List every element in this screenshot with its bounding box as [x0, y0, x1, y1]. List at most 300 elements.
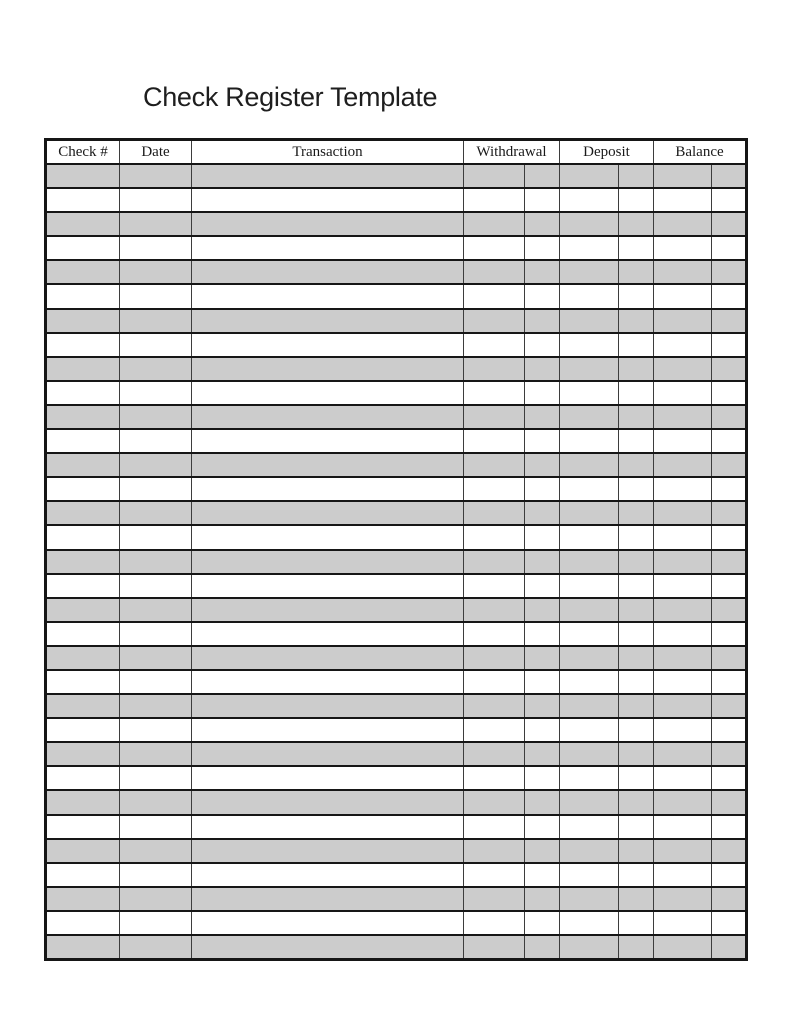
register-cell	[560, 525, 619, 549]
register-cell	[464, 453, 525, 477]
col-header-date: Date	[120, 140, 192, 165]
register-cell	[560, 284, 619, 308]
register-cell	[525, 742, 560, 766]
register-cell	[120, 501, 192, 525]
register-cell	[619, 477, 654, 501]
register-cell	[712, 260, 747, 284]
register-cell	[525, 501, 560, 525]
register-cell	[712, 766, 747, 790]
register-row	[46, 477, 747, 501]
register-cell	[654, 164, 712, 188]
register-cell	[619, 694, 654, 718]
register-cell	[560, 550, 619, 574]
register-cell	[120, 429, 192, 453]
register-cell	[654, 646, 712, 670]
register-cell	[654, 188, 712, 212]
register-cell	[619, 212, 654, 236]
register-cell	[712, 309, 747, 333]
register-cell	[192, 501, 464, 525]
register-cell	[46, 935, 120, 960]
register-cell	[712, 574, 747, 598]
register-cell	[525, 550, 560, 574]
register-cell	[464, 236, 525, 260]
register-cell	[560, 260, 619, 284]
register-cell	[619, 670, 654, 694]
register-cell	[560, 381, 619, 405]
register-cell	[464, 212, 525, 236]
col-header-deposit: Deposit	[560, 140, 654, 165]
register-cell	[712, 333, 747, 357]
register-cell	[654, 839, 712, 863]
register-cell	[560, 574, 619, 598]
register-cell	[525, 646, 560, 670]
register-cell	[654, 574, 712, 598]
register-cell	[46, 766, 120, 790]
register-cell	[525, 598, 560, 622]
register-cell	[712, 236, 747, 260]
register-cell	[192, 309, 464, 333]
register-cell	[654, 935, 712, 960]
register-cell	[619, 284, 654, 308]
register-cell	[525, 405, 560, 429]
col-header-balance: Balance	[654, 140, 747, 165]
col-header-check-number: Check #	[46, 140, 120, 165]
register-cell	[46, 405, 120, 429]
register-cell	[560, 622, 619, 646]
register-cell	[46, 622, 120, 646]
register-cell	[464, 839, 525, 863]
register-cell	[120, 911, 192, 935]
register-cell	[464, 742, 525, 766]
register-cell	[192, 646, 464, 670]
register-cell	[46, 574, 120, 598]
register-cell	[619, 622, 654, 646]
register-cell	[560, 429, 619, 453]
register-cell	[619, 405, 654, 429]
register-cell	[464, 333, 525, 357]
register-cell	[464, 766, 525, 790]
register-row	[46, 622, 747, 646]
register-cell	[46, 598, 120, 622]
register-cell	[560, 790, 619, 814]
register-cell	[192, 694, 464, 718]
register-cell	[46, 911, 120, 935]
register-cell	[712, 188, 747, 212]
register-cell	[464, 357, 525, 381]
register-cell	[654, 309, 712, 333]
register-cell	[120, 405, 192, 429]
register-cell	[120, 574, 192, 598]
register-cell	[192, 164, 464, 188]
register-cell	[654, 453, 712, 477]
register-cell	[525, 935, 560, 960]
register-cell	[192, 357, 464, 381]
register-row	[46, 887, 747, 911]
register-row	[46, 911, 747, 935]
register-cell	[525, 839, 560, 863]
register-cell	[712, 477, 747, 501]
register-cell	[712, 622, 747, 646]
register-cell	[712, 453, 747, 477]
register-cell	[619, 357, 654, 381]
register-cell	[120, 935, 192, 960]
register-cell	[120, 839, 192, 863]
register-cell	[525, 260, 560, 284]
register-cell	[654, 550, 712, 574]
register-cell	[525, 718, 560, 742]
register-cell	[712, 815, 747, 839]
register-cell	[712, 381, 747, 405]
register-cell	[46, 164, 120, 188]
register-cell	[192, 839, 464, 863]
register-cell	[192, 284, 464, 308]
register-cell	[46, 284, 120, 308]
register-cell	[525, 164, 560, 188]
register-cell	[120, 260, 192, 284]
register-cell	[46, 550, 120, 574]
register-cell	[560, 863, 619, 887]
register-cell	[192, 742, 464, 766]
register-cell	[46, 525, 120, 549]
register-cell	[560, 646, 619, 670]
register-cell	[525, 212, 560, 236]
register-cell	[46, 815, 120, 839]
register-row	[46, 550, 747, 574]
register-cell	[560, 309, 619, 333]
register-cell	[525, 863, 560, 887]
register-cell	[464, 622, 525, 646]
register-cell	[525, 284, 560, 308]
register-cell	[712, 887, 747, 911]
register-cell	[464, 815, 525, 839]
register-cell	[192, 766, 464, 790]
register-row	[46, 935, 747, 960]
register-cell	[525, 381, 560, 405]
register-cell	[654, 477, 712, 501]
register-cell	[192, 598, 464, 622]
register-cell	[712, 646, 747, 670]
register-cell	[712, 550, 747, 574]
register-row	[46, 863, 747, 887]
register-cell	[120, 381, 192, 405]
register-cell	[560, 694, 619, 718]
register-cell	[525, 188, 560, 212]
register-row	[46, 333, 747, 357]
register-cell	[192, 670, 464, 694]
register-row	[46, 260, 747, 284]
register-cell	[120, 598, 192, 622]
register-cell	[120, 188, 192, 212]
register-row	[46, 646, 747, 670]
register-cell	[120, 357, 192, 381]
register-cell	[120, 887, 192, 911]
register-row	[46, 381, 747, 405]
register-cell	[619, 236, 654, 260]
register-cell	[712, 863, 747, 887]
register-cell	[712, 357, 747, 381]
register-cell	[619, 188, 654, 212]
register-cell	[464, 670, 525, 694]
register-cell	[560, 333, 619, 357]
register-cell	[464, 790, 525, 814]
register-cell	[525, 622, 560, 646]
register-cell	[712, 694, 747, 718]
register-cell	[712, 212, 747, 236]
register-cell	[654, 429, 712, 453]
register-cell	[560, 766, 619, 790]
register-row	[46, 790, 747, 814]
register-cell	[712, 164, 747, 188]
register-cell	[619, 815, 654, 839]
register-cell	[619, 887, 654, 911]
register-cell	[712, 429, 747, 453]
register-row	[46, 188, 747, 212]
register-cell	[619, 429, 654, 453]
register-cell	[654, 260, 712, 284]
register-cell	[464, 911, 525, 935]
register-cell	[192, 212, 464, 236]
register-cell	[192, 477, 464, 501]
register-cell	[464, 188, 525, 212]
register-cell	[46, 887, 120, 911]
register-cell	[654, 622, 712, 646]
register-cell	[46, 839, 120, 863]
register-cell	[525, 357, 560, 381]
register-cell	[525, 694, 560, 718]
register-cell	[560, 188, 619, 212]
register-cell	[120, 453, 192, 477]
register-cell	[525, 333, 560, 357]
register-cell	[654, 236, 712, 260]
register-cell	[192, 815, 464, 839]
register-cell	[619, 766, 654, 790]
register-cell	[464, 863, 525, 887]
register-cell	[654, 284, 712, 308]
register-cell	[464, 477, 525, 501]
register-cell	[712, 525, 747, 549]
register-table-body	[46, 164, 747, 960]
register-cell	[560, 935, 619, 960]
register-cell	[619, 333, 654, 357]
register-cell	[654, 766, 712, 790]
register-row	[46, 742, 747, 766]
register-cell	[46, 863, 120, 887]
register-row	[46, 718, 747, 742]
register-cell	[560, 887, 619, 911]
register-cell	[654, 790, 712, 814]
register-cell	[192, 333, 464, 357]
register-cell	[46, 236, 120, 260]
register-cell	[560, 164, 619, 188]
register-cell	[46, 670, 120, 694]
register-cell	[464, 381, 525, 405]
register-cell	[619, 164, 654, 188]
register-cell	[654, 357, 712, 381]
register-cell	[619, 646, 654, 670]
register-cell	[619, 839, 654, 863]
register-row	[46, 766, 747, 790]
register-cell	[619, 935, 654, 960]
register-cell	[120, 646, 192, 670]
register-cell	[46, 477, 120, 501]
register-row	[46, 839, 747, 863]
register-cell	[712, 935, 747, 960]
register-cell	[525, 790, 560, 814]
register-cell	[120, 333, 192, 357]
register-cell	[619, 260, 654, 284]
register-row	[46, 598, 747, 622]
register-cell	[46, 188, 120, 212]
register-row	[46, 525, 747, 549]
col-header-withdrawal: Withdrawal	[464, 140, 560, 165]
register-cell	[120, 477, 192, 501]
check-register-table	[44, 138, 748, 961]
register-cell	[464, 405, 525, 429]
register-cell	[192, 260, 464, 284]
register-cell	[120, 766, 192, 790]
register-cell	[560, 501, 619, 525]
register-cell	[619, 453, 654, 477]
register-cell	[712, 670, 747, 694]
register-cell	[120, 212, 192, 236]
register-cell	[192, 622, 464, 646]
register-cell	[712, 790, 747, 814]
register-row	[46, 574, 747, 598]
register-cell	[464, 309, 525, 333]
register-table-header	[46, 140, 747, 165]
register-cell	[560, 357, 619, 381]
register-cell	[46, 453, 120, 477]
register-cell	[120, 790, 192, 814]
register-row	[46, 309, 747, 333]
register-cell	[525, 525, 560, 549]
register-cell	[464, 598, 525, 622]
register-cell	[712, 501, 747, 525]
register-row	[46, 405, 747, 429]
register-cell	[192, 453, 464, 477]
register-cell	[619, 863, 654, 887]
register-cell	[525, 477, 560, 501]
register-cell	[654, 911, 712, 935]
register-cell	[192, 525, 464, 549]
register-cell	[464, 887, 525, 911]
register-cell	[654, 718, 712, 742]
register-cell	[464, 646, 525, 670]
register-cell	[192, 863, 464, 887]
register-cell	[192, 381, 464, 405]
register-cell	[464, 260, 525, 284]
register-cell	[654, 742, 712, 766]
register-cell	[619, 598, 654, 622]
register-cell	[192, 236, 464, 260]
register-cell	[46, 357, 120, 381]
page-title: Check Register Template	[143, 82, 438, 112]
register-cell	[192, 188, 464, 212]
register-cell	[120, 550, 192, 574]
register-cell	[560, 839, 619, 863]
register-cell	[120, 284, 192, 308]
register-cell	[46, 790, 120, 814]
register-cell	[619, 911, 654, 935]
register-cell	[712, 839, 747, 863]
register-row	[46, 815, 747, 839]
register-cell	[464, 164, 525, 188]
register-cell	[120, 670, 192, 694]
register-cell	[525, 453, 560, 477]
register-cell	[120, 694, 192, 718]
register-cell	[712, 911, 747, 935]
register-row	[46, 694, 747, 718]
register-cell	[46, 381, 120, 405]
header-row	[46, 140, 747, 165]
register-cell	[46, 212, 120, 236]
register-cell	[654, 670, 712, 694]
register-cell	[464, 935, 525, 960]
register-cell	[712, 284, 747, 308]
register-row	[46, 357, 747, 381]
register-cell	[654, 525, 712, 549]
register-cell	[560, 718, 619, 742]
register-cell	[120, 815, 192, 839]
register-cell	[525, 574, 560, 598]
register-cell	[619, 790, 654, 814]
register-cell	[525, 429, 560, 453]
register-cell	[654, 212, 712, 236]
register-cell	[525, 236, 560, 260]
register-cell	[525, 309, 560, 333]
register-cell	[192, 405, 464, 429]
register-cell	[464, 501, 525, 525]
register-cell	[464, 525, 525, 549]
register-cell	[619, 550, 654, 574]
register-cell	[560, 598, 619, 622]
register-cell	[654, 381, 712, 405]
register-row	[46, 164, 747, 188]
register-cell	[192, 911, 464, 935]
register-row	[46, 670, 747, 694]
register-cell	[712, 598, 747, 622]
register-row	[46, 501, 747, 525]
register-cell	[654, 333, 712, 357]
register-cell	[46, 646, 120, 670]
register-cell	[464, 550, 525, 574]
register-cell	[46, 429, 120, 453]
register-cell	[525, 670, 560, 694]
register-cell	[525, 815, 560, 839]
register-cell	[192, 935, 464, 960]
register-cell	[46, 333, 120, 357]
register-cell	[560, 405, 619, 429]
register-cell	[560, 815, 619, 839]
register-cell	[619, 742, 654, 766]
register-cell	[654, 815, 712, 839]
register-cell	[560, 911, 619, 935]
register-cell	[654, 863, 712, 887]
register-cell	[46, 501, 120, 525]
register-cell	[619, 574, 654, 598]
register-cell	[654, 405, 712, 429]
register-cell	[654, 501, 712, 525]
register-cell	[192, 429, 464, 453]
register-cell	[712, 718, 747, 742]
register-cell	[525, 911, 560, 935]
register-cell	[120, 742, 192, 766]
register-cell	[525, 766, 560, 790]
register-cell	[560, 212, 619, 236]
register-cell	[46, 742, 120, 766]
register-cell	[464, 284, 525, 308]
register-cell	[192, 574, 464, 598]
